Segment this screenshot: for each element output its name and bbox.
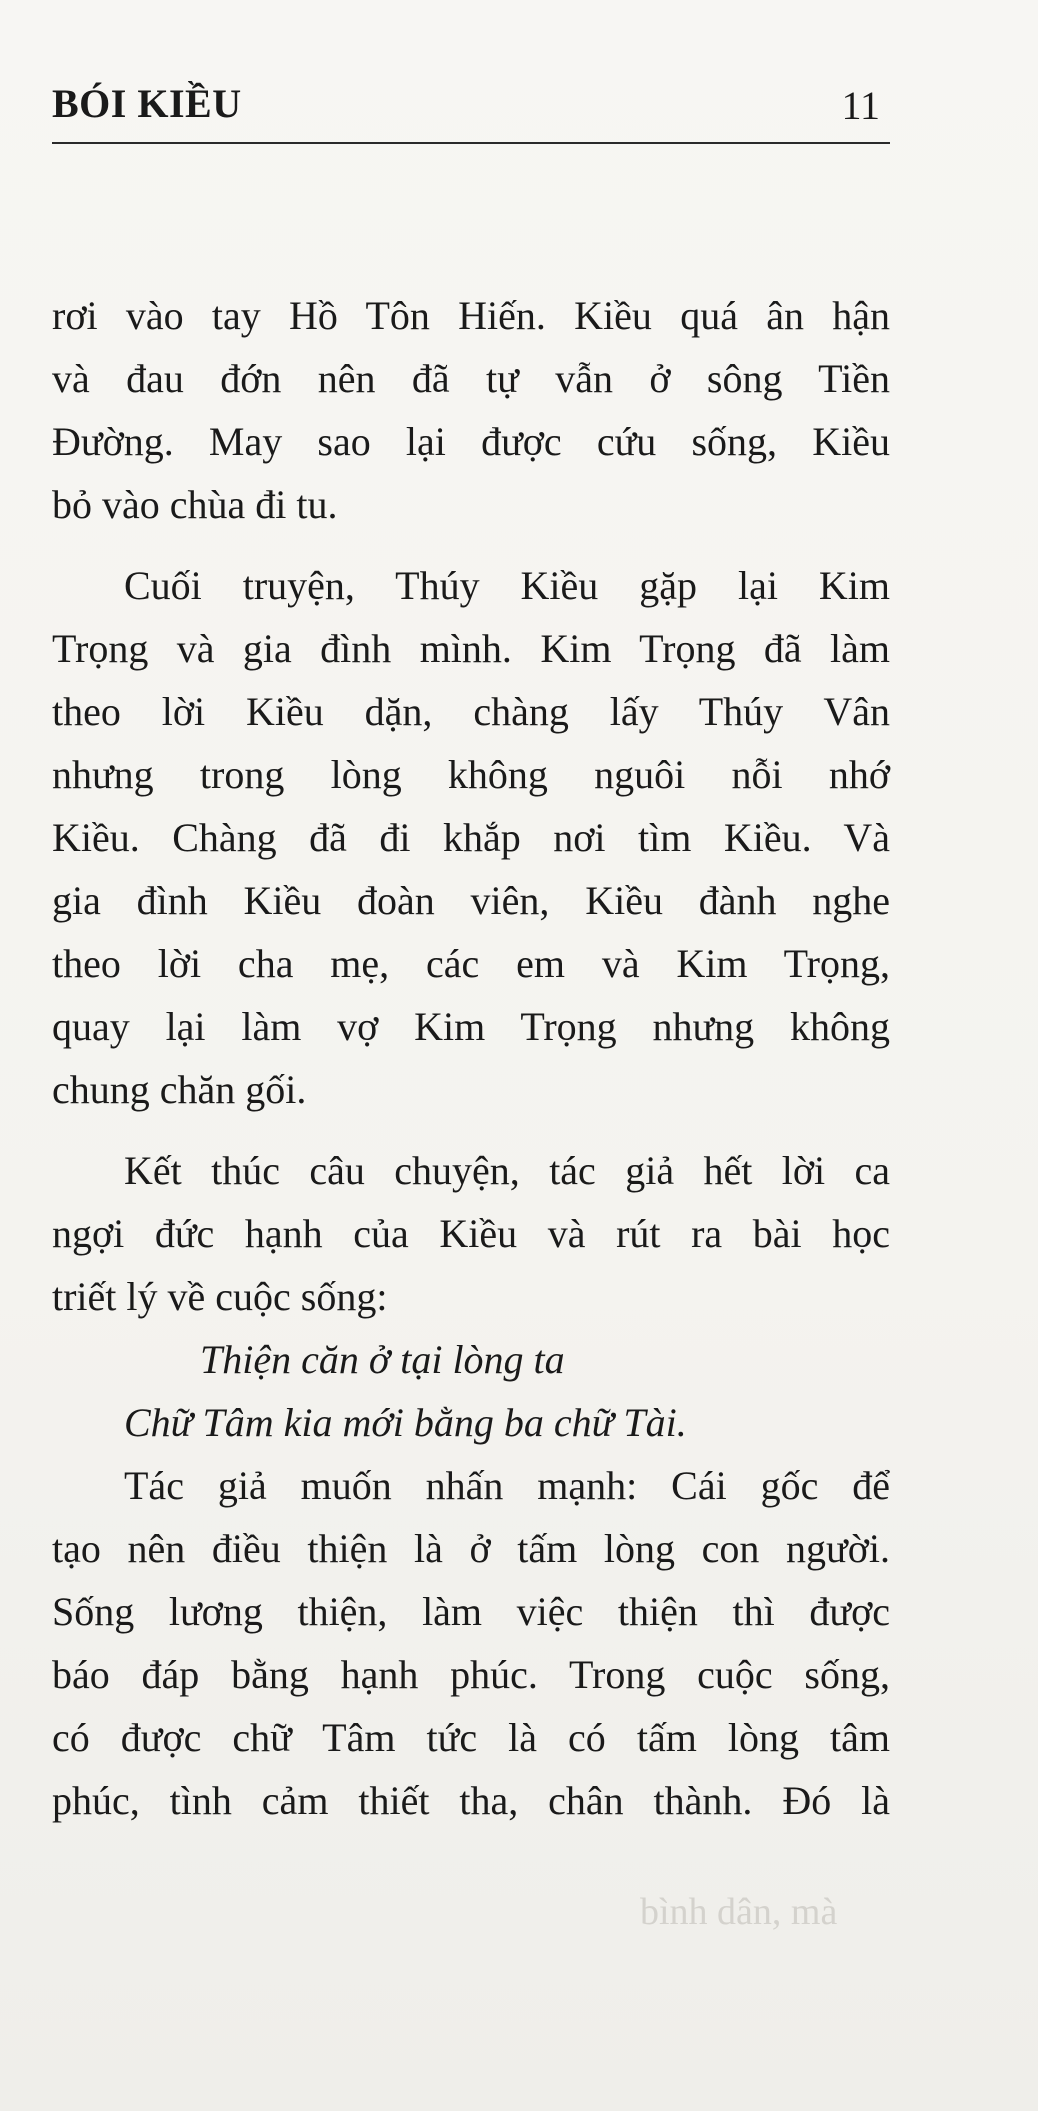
text-line: bỏ vào chùa đi tu. [52,482,338,527]
text-line: nhưng trong lòng không nguôi nỗi nhớ [52,752,890,797]
page-number: 11 [841,83,880,128]
text-line: rơi vào tay Hồ Tôn Hiến. Kiều quá ân hận [52,293,890,338]
bleed-through-text: bình dân, mà [640,1891,838,1933]
paragraph-2 [52,554,890,1121]
page-header [52,78,890,142]
text-line: Tác giả muốn nhấn mạnh: Cái gốc để [124,1463,890,1508]
text-line: ngợi đức hạnh của Kiều và rút ra bài học [52,1211,890,1256]
text-line: gia đình Kiều đoàn viên, Kiều đành nghe [52,878,890,923]
paragraph-4 [52,1454,890,1832]
text-line: chung chăn gối. [52,1067,307,1112]
text-line: Sống lương thiện, làm việc thiện thì được [52,1589,890,1634]
text-line: Kiều. Chàng đã đi khắp nơi tìm Kiều. Và [52,815,890,860]
verse-block [52,1328,890,1454]
body-text [52,284,890,1832]
text-line: báo đáp bằng hạnh phúc. Trong cuộc sống, [52,1652,890,1697]
text-line: theo lời cha mẹ, các em và Kim Trọng, [52,941,890,986]
text-line: Trọng và gia đình mình. Kim Trọng đã làm [52,626,890,671]
paragraph-3 [52,1139,890,1328]
text-line: theo lời Kiều dặn, chàng lấy Thúy Vân [52,689,890,734]
verse-line-1: Thiện căn ở tại lòng ta [200,1337,565,1382]
paragraph-1 [52,284,890,536]
text-line: và đau đớn nên đã tự vẫn ở sông Tiền [52,356,890,401]
verse-line-2: Chữ Tâm kia mới bằng ba chữ Tài. [124,1400,687,1445]
text-line: Cuối truyện, Thúy Kiều gặp lại Kim [124,563,890,608]
text-line: tạo nên điều thiện là ở tấm lòng con người. [52,1526,890,1571]
running-title: BÓI KIỀU [52,81,242,126]
header-divider [52,142,890,144]
text-line: Kết thúc câu chuyện, tác giả hết lời ca [124,1148,890,1193]
text-line: phúc, tình cảm thiết tha, chân thành. Đó là [52,1778,890,1823]
text-line: triết lý về cuộc sống: [52,1274,388,1319]
text-line: quay lại làm vợ Kim Trọng nhưng không [52,1004,890,1049]
text-line: có được chữ Tâm tức là có tấm lòng tâm [52,1715,890,1760]
text-line: Đường. May sao lại được cứu sống, Kiều [52,419,890,464]
